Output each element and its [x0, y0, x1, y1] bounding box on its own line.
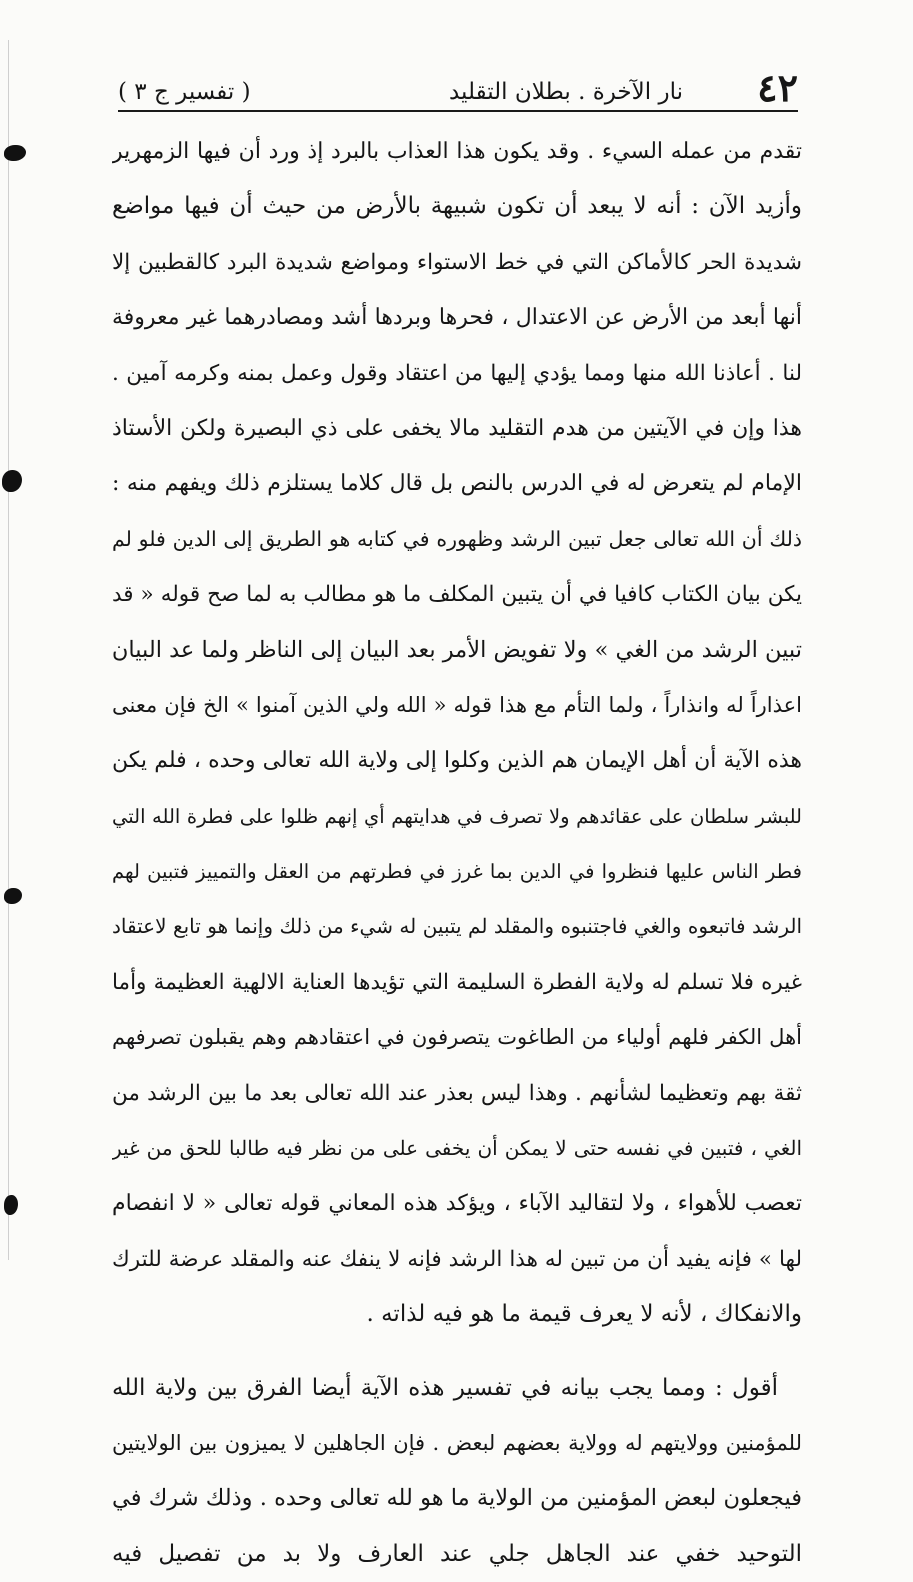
text-line: التوحيد خفي عند الجاهل جلي عند العارف ولا بد من تفصيل فيه	[112, 1540, 802, 1567]
text-line: اعذاراً له وانذاراً ، ولما التأم مع هذا قوله « الله ولي الذين آمنوا » الخ فإن معنى	[112, 692, 802, 717]
ink-blot-mark	[4, 1195, 18, 1215]
ink-blot-mark	[4, 145, 26, 161]
text-line: فطر الناس عليها فنظروا في الدين بما غرز في فطرتهم من العقل والتمييز فتبين لهم	[112, 860, 802, 884]
text-line: فيجعلون لبعض المؤمنين من الولاية ما هو لله تعالى وحده . وذلك شرك في	[112, 1485, 802, 1512]
body-text	[112, 124, 802, 1582]
text-line: لها » فإنه يفيد أن من تبين له هذا الرشد فإنه لا ينفك عنه والمقلد عرضة للترك	[112, 1246, 802, 1272]
text-line: والانفكاك ، لأنه لا يعرف قيمة ما هو فيه لذاته .	[366, 1301, 802, 1328]
paragraph-gap	[112, 1343, 802, 1361]
text-line: شديدة الحر كالأماكن التي في خط الاستواء ومواضع شديدة البرد كالقطبين إلا	[112, 249, 802, 275]
text-line: هذه الآية أن أهل الإيمان هم الذين وكلوا إلى ولاية الله تعالى وحده ، فلم يكن	[112, 748, 802, 774]
text-line: للمؤمنين وولايتهم له وولاية بعضهم لبعض . فإن الجاهلين لا يميزون بين الولايتين	[112, 1430, 802, 1455]
text-line: يكن بيان الكتاب كافيا في أن يتبين المكلف ما هو مطالب به لما صح قوله « قد	[112, 582, 802, 608]
text-line: أنها أبعد من الأرض عن الاعتدال ، فحرها وبردها أشد ومصادرهما غير معروفة	[112, 305, 802, 331]
text-line: تقدم من عمله السيء . وقد يكون هذا العذاب بالبرد إذ ورد أن فيها الزمهرير	[112, 139, 802, 164]
ink-blot-mark	[4, 888, 22, 904]
text-line: لنا . أعاذنا الله منها ومما يؤدي إليها من اعتقاد وقول وعمل بمنه وكرمه آمين .	[112, 360, 802, 386]
text-line: الإمام لم يتعرض له في الدرس بالنص بل قال كلاما يستلزم ذلك ويفهم منه :	[112, 471, 802, 497]
text-line: أقول : ومما يجب بيانه في تفسير هذه الآية أيضا الفرق بين ولاية الله	[112, 1374, 778, 1401]
text-line: وأزيد الآن : أنه لا يبعد أن تكون شبيهة بالأرض من حيث أن فيها مواضع	[112, 193, 802, 220]
text-line: غيره فلا تسلم له ولاية الفطرة السليمة التي تؤيدها العناية الالهية العظيمة وأما	[112, 969, 802, 995]
text-line: للبشر سلطان على عقائدهم ولا تصرف في هدايتهم أي إنهم ظلوا على فطرة الله التي	[112, 804, 802, 828]
text-line: تبين الرشد من الغي » ولا تفويض الأمر بعد البيان إلى الناظر ولما عد البيان	[112, 636, 802, 663]
text-line: الرشد فاتبعوه والغي فاجتنبوه والمقلد لم يتبين له شيء من ذلك وإنما هو تابع لاعتقاد	[112, 914, 802, 939]
text-line: الغي ، فتبين في نفسه حتى لا يمكن أن يخفى على من نظر فيه طالبا للحق من غير	[112, 1136, 802, 1161]
page-header	[118, 65, 798, 112]
text-line: هذا وإن في الآيتين من هدم التقليد مالا يخفى على ذي البصيرة ولكن الأستاذ	[112, 415, 802, 441]
page-number: ٤٢	[757, 65, 798, 110]
text-line: ثقة بهم وتعظيما لشأنهم . وهذا ليس بعذر عند الله تعالى بعد ما بين الرشد من	[112, 1080, 802, 1106]
text-line: تعصب للأهواء ، ولا لتقاليد الآباء ، ويؤكد هذه المعاني قوله تعالى « لا انفصام	[112, 1191, 802, 1217]
text-line: ذلك أن الله تعالى جعل تبين الرشد وظهوره في كتابه هو الطريق إلى الدين فلو لم	[112, 526, 802, 551]
header-rule	[118, 110, 798, 112]
text-line: أهل الكفر فلهم أولياء من الطاغوت يتصرفون في اعتقادهم وهم يقبلون تصرفهم	[112, 1025, 802, 1050]
ink-blot-mark	[2, 470, 22, 492]
volume-label: ( تفسير ج ٣ )	[118, 79, 251, 105]
running-title: نار الآخرة . بطلان التقليد	[448, 79, 683, 105]
page-edge-line	[8, 40, 9, 1260]
